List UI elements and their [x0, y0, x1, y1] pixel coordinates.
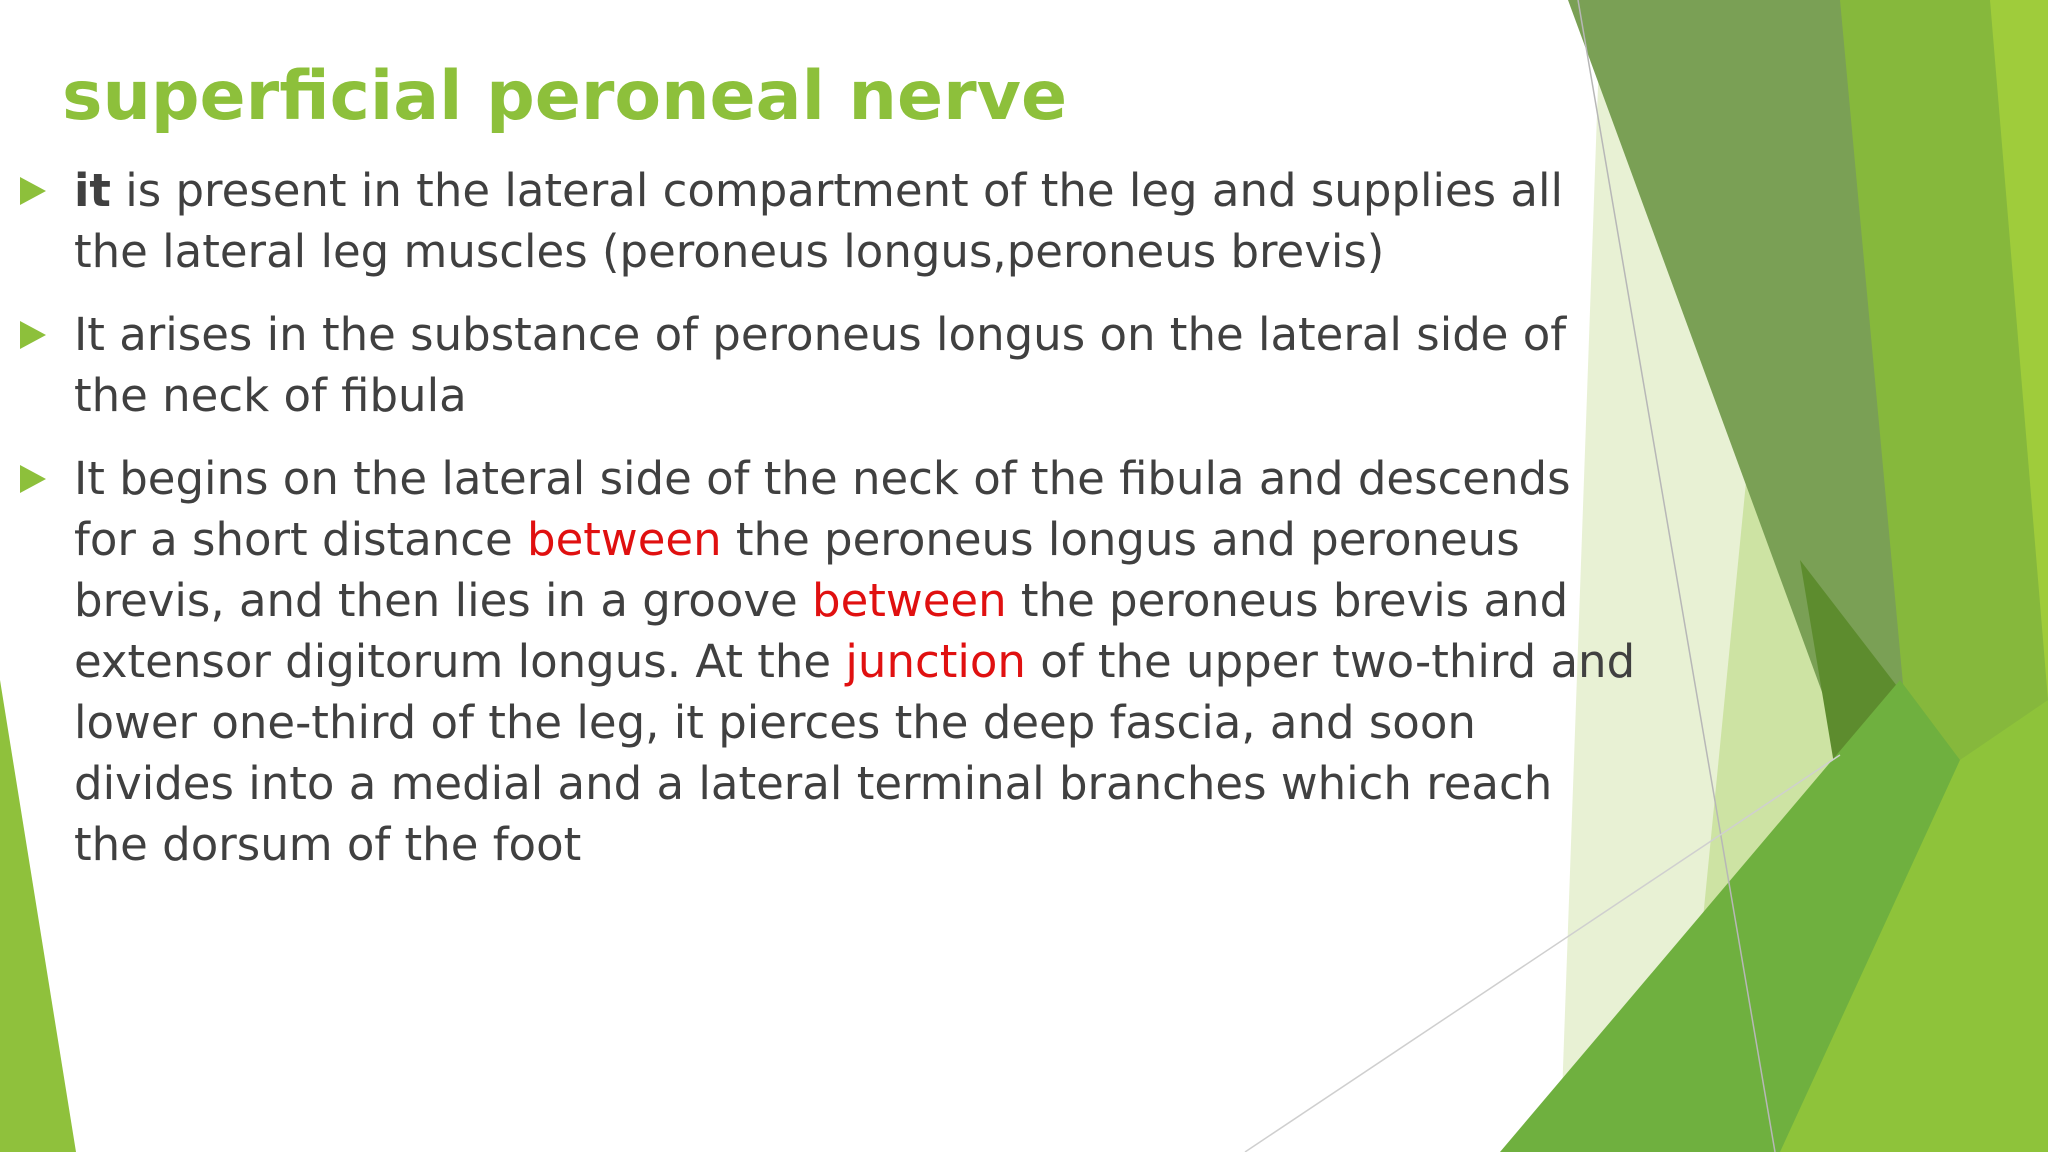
- highlight-text: between: [812, 574, 1007, 627]
- highlight-text: junction: [845, 635, 1026, 688]
- bullet-text: the peroneus brevis and extensor digitorum longus. At the: [74, 574, 1569, 688]
- bullet-text: It arises in the substance of peroneus longus on the lateral side of the neck of fibula: [74, 308, 1567, 422]
- bullet-text: It begins on the lateral side of the neck of the fibula and descends for a short distance: [74, 452, 1571, 566]
- bullet-text: of the upper two-third and lower one-third of the leg, it pierces the deep fascia, and soon divides into a medial and a lateral terminal branches which reach the dorsum of the foot: [74, 635, 1636, 871]
- bullet-item: [20, 160, 1640, 282]
- triangle-bullet-icon: [20, 177, 46, 205]
- bullet-lead-word: it: [74, 164, 111, 217]
- slide-title: superficial peroneal nerve: [62, 57, 1068, 136]
- bullet-item: [20, 448, 1640, 875]
- bullet-list: [20, 160, 1640, 875]
- bullet-text: the peroneus longus and peroneus brevis, and then lies in a groove: [74, 513, 1520, 627]
- bullet-item: [20, 304, 1640, 426]
- triangle-bullet-icon: [20, 321, 46, 349]
- triangle-bullet-icon: [20, 465, 46, 493]
- bullet-text: is present in the lateral compartment of the leg and supplies all the lateral leg muscles (peroneus longus,peroneus brevis): [74, 164, 1563, 278]
- highlight-text: between: [527, 513, 722, 566]
